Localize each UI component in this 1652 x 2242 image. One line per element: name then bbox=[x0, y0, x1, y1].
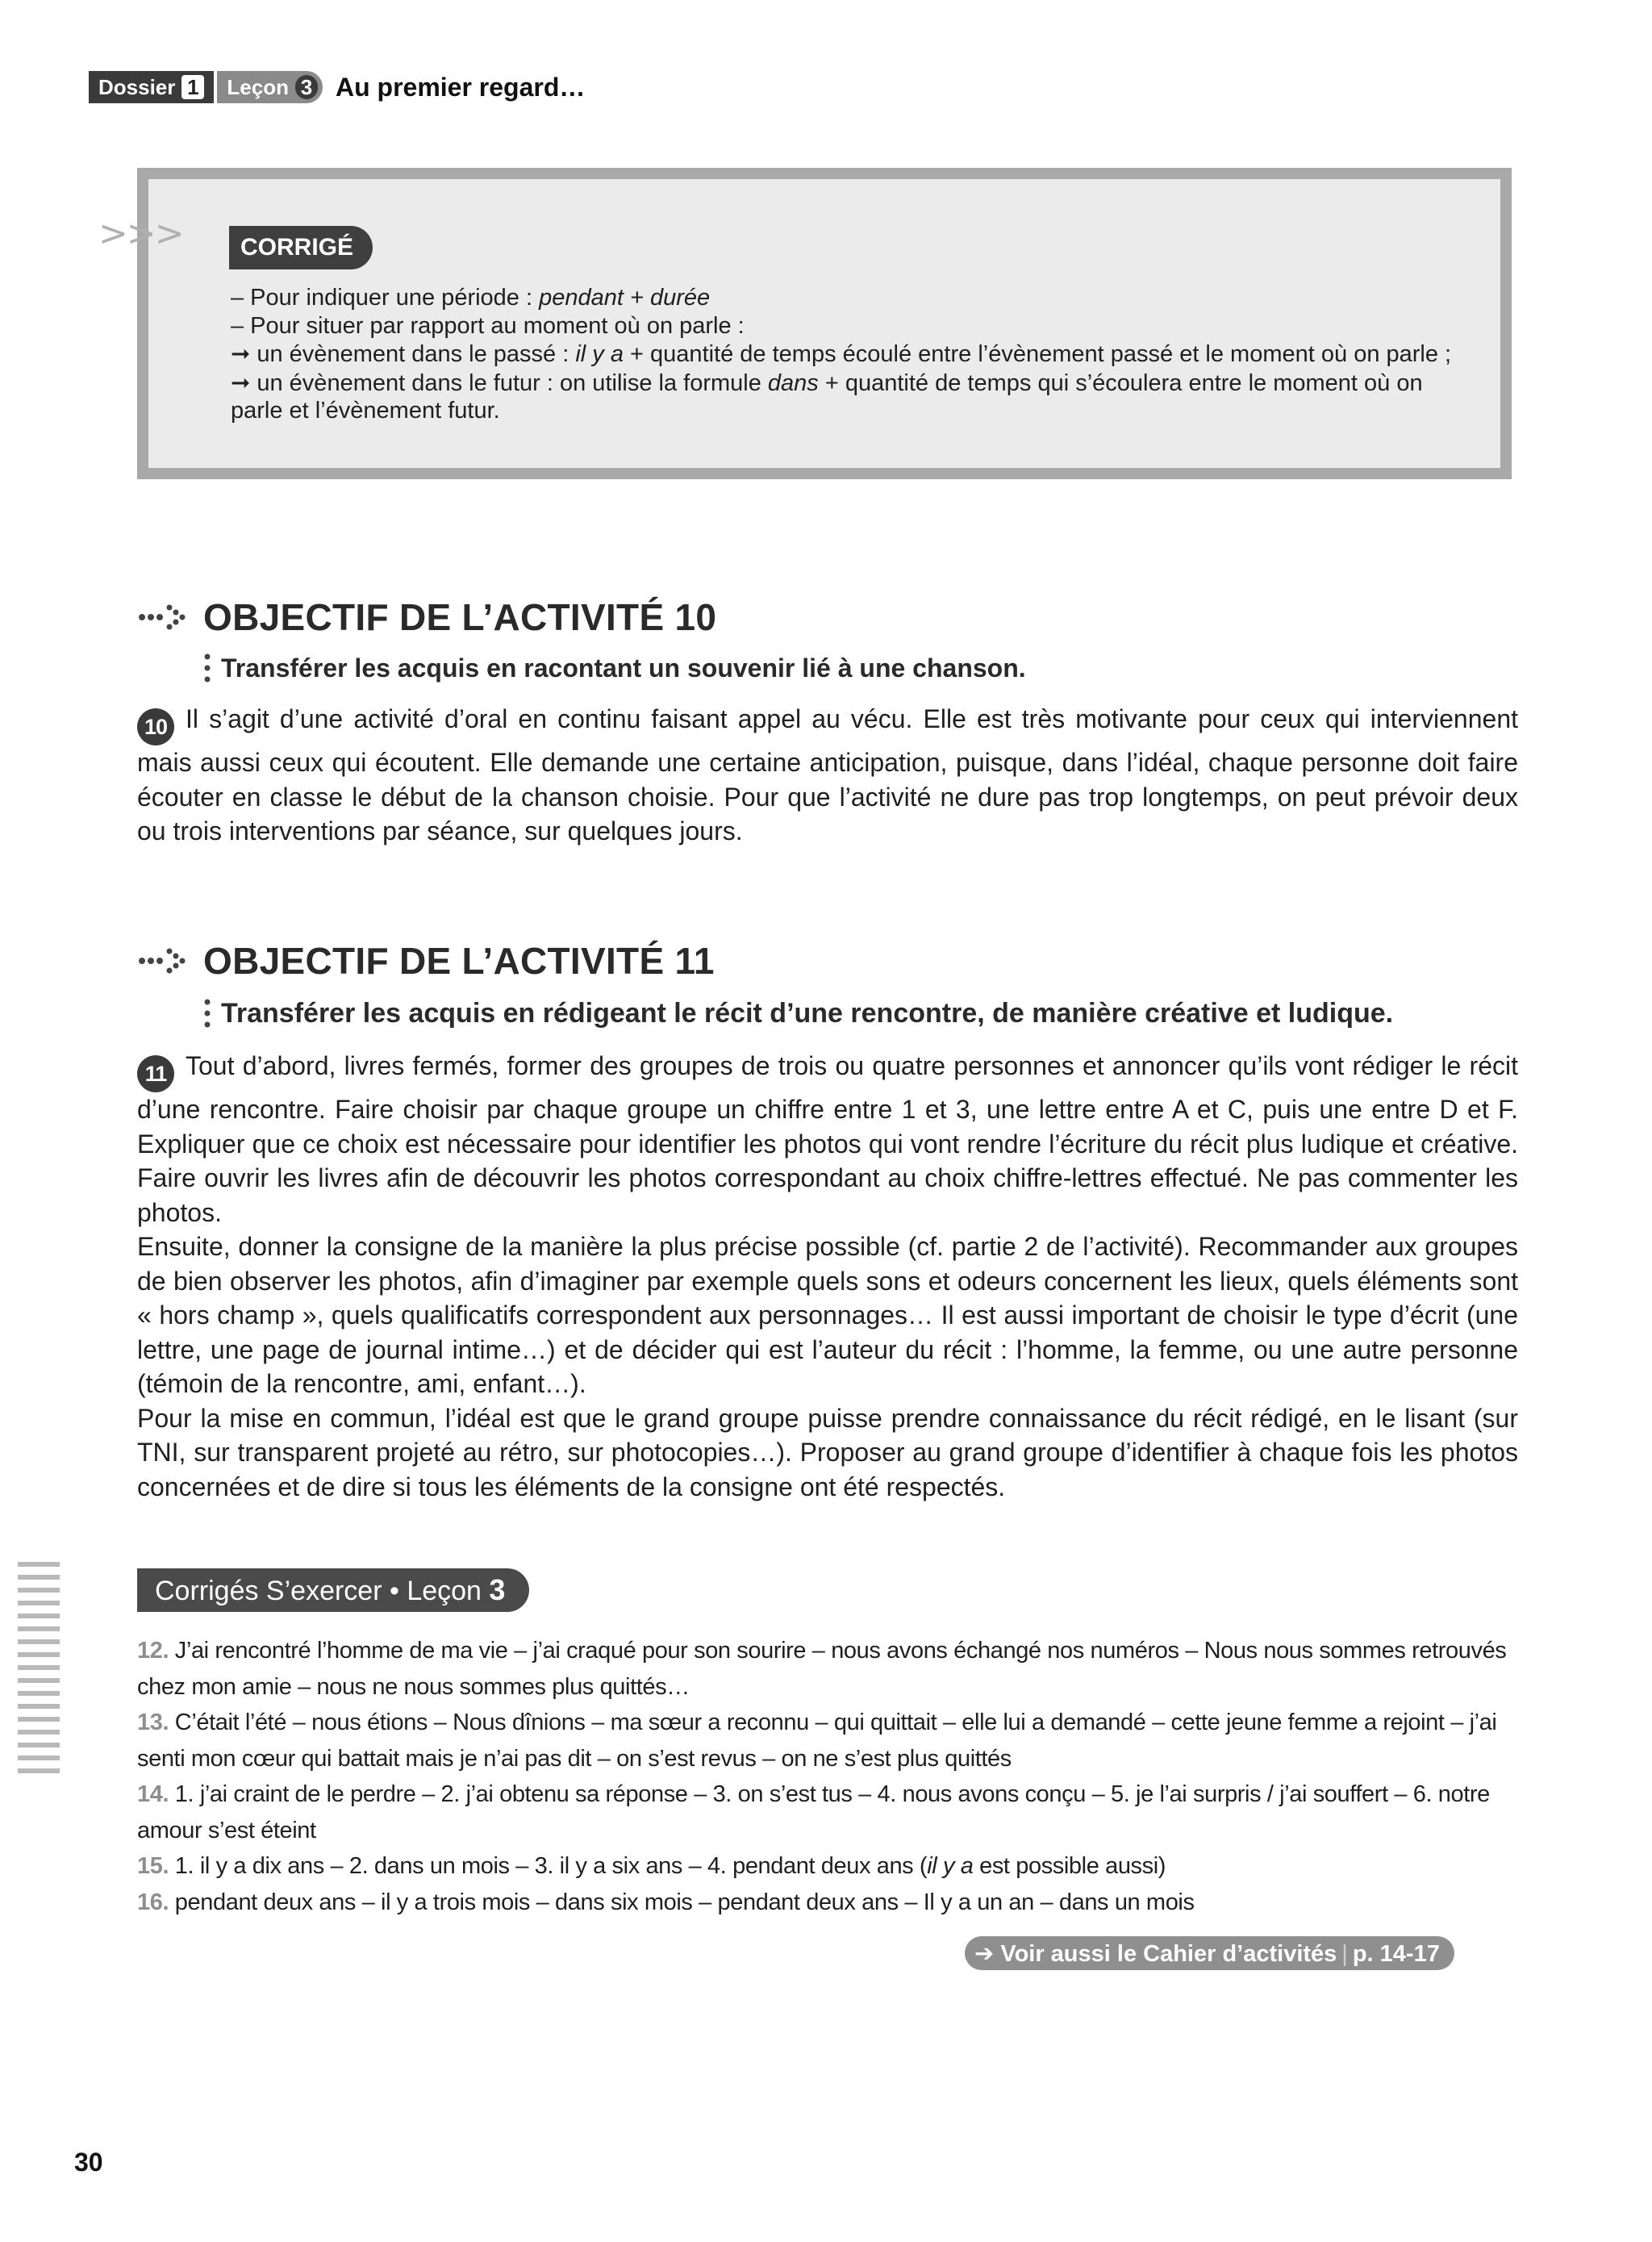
arrow-right-icon: ➞ bbox=[231, 368, 251, 396]
page-title: Au premier regard… bbox=[335, 72, 586, 102]
activity-11-para-2: Ensuite, donner la consigne de la manière la plus précise possible (cf. partie 2 de l’activité). Recommander aux groupes de bien observer les photos, afin d’imaginer par exemple quels sons et odeurs concernent les lieux, quels éléments sont « hors champ », quels qualificatifs correspondent aux personnages… Il est aussi important de choisir le type d’écrit (une lettre, une page de journal intime…) et de décider qui est l’auteur du récit : l’homme, la femme, ou une autre personne (témoin de la rencontre, ami, enfant…). bbox=[137, 1232, 1518, 1398]
activity-11-subtitle: Transférer les acquis en rédigeant le récit d’une rencontre, de manière créative et ludique. bbox=[221, 997, 1394, 1029]
activity-10-objective bbox=[203, 652, 1026, 684]
chevrons-icon: >>> bbox=[98, 213, 183, 254]
see-also-pages: p. 14-17 bbox=[1352, 1941, 1440, 1967]
activity-10-heading bbox=[137, 592, 716, 642]
activity-10-body bbox=[137, 702, 1518, 849]
list-item: 14. 1. j’ai craint de le perdre – 2. j’ai obtenu sa réponse – 3. on s’est tus – 4. nous avons conçu – 5. je l’ai surpris / j’ai souffert – 6. notre amour s’est éteint bbox=[137, 1781, 1490, 1843]
exercises-tag-label: Corrigés S’exercer • Leçon bbox=[155, 1576, 482, 1606]
dotted-arrow-icon bbox=[137, 945, 194, 977]
activity-11-title: OBJECTIF DE L’ACTIVITÉ 11 bbox=[203, 940, 715, 982]
page-header bbox=[89, 71, 585, 103]
dossier-label: Dossier bbox=[98, 74, 176, 99]
activity-11-heading bbox=[137, 936, 715, 986]
arrow-circle-right-icon: ➔ bbox=[974, 1939, 995, 1967]
dossier-number: 1 bbox=[181, 75, 204, 99]
activity-11-para-3: Pour la mise en commun, l’idéal est que le grand groupe puisse prendre connaissance du récit rédigé, en le lisant (sur TNI, sur transparent projeté au rétro, sur photocopies…). Proposer au grand groupe d’identifier à chaque fois les photos concernées et de dire si tous les éléments de la consigne ont été respectés. bbox=[137, 1403, 1518, 1501]
corrige-text bbox=[231, 284, 1457, 425]
see-also-separator: | bbox=[1341, 1941, 1348, 1967]
see-also-label: Voir aussi le Cahier d’activités bbox=[1000, 1941, 1337, 1967]
list-item: 16. pendant deux ans – il y a trois mois – dans six mois – pendant deux ans – Il y a un an – dans un mois bbox=[137, 1889, 1195, 1915]
see-also-link[interactable] bbox=[965, 1936, 1454, 1970]
lecon-label: Leçon bbox=[227, 74, 289, 99]
exercises-tag-number: 3 bbox=[489, 1573, 506, 1606]
list-item: 12. J’ai rencontré l’homme de ma vie – j’ai craqué pour son sourire – nous avons échangé nos numéros – Nous nous sommes retrouvés chez mon amie – nous ne nous sommes plus quittés… bbox=[137, 1638, 1507, 1700]
exercises-tag bbox=[137, 1568, 529, 1612]
activity-10-badge: 10 bbox=[137, 708, 174, 745]
activity-11-objective bbox=[203, 997, 1393, 1029]
lecon-label-box bbox=[217, 71, 323, 103]
list-item: 13. C’était l’été – nous étions – Nous dînions – ma sœur a reconnu – qui quittait – elle lui a demandé – cette jeune femme a rejoint – j’ai senti mon cœur qui battait mais je n’ai pas dit – on s’est revus – on ne s’est plus quittés bbox=[137, 1710, 1497, 1772]
corrige-line-4: ➞ un évènement dans le futur : on utilise la formule dans + quantité de temps qui s’écoulera entre le moment où on parle et l’évènement futur. bbox=[231, 368, 1423, 424]
list-item: 15. 1. il y a dix ans – 2. dans un mois – 3. il y a six ans – 4. pendant deux ans (il y a est possible aussi) bbox=[137, 1853, 1166, 1879]
corrige-tag: CORRIGÉ bbox=[229, 226, 373, 269]
margin-stripes bbox=[18, 1562, 60, 1781]
activity-10-title: OBJECTIF DE L’ACTIVITÉ 10 bbox=[203, 596, 717, 638]
lecon-number: 3 bbox=[295, 75, 318, 99]
arrow-right-icon: ➞ bbox=[231, 340, 251, 367]
activity-11-para-1: Tout d’abord, livres fermés, former des groupes de trois ou quatre personnes et annoncer qu’ils vont rédiger le récit d’une rencontre. Faire choisir par chaque groupe un chiffre entre 1 et 3, une lettre entre A et C, puis une entre D et F. Expliquer que ce choix est nécessaire pour identifier les photos qui vont rendre l’écriture du récit plus ludique et créative. Faire ouvrir les livres afin de découvrir les photos correspondant au choix chiffre-lettres effectué. Ne pas commenter les photos. bbox=[137, 1051, 1518, 1227]
activity-11-badge: 11 bbox=[137, 1055, 174, 1092]
vertical-dots-icon bbox=[203, 652, 211, 684]
dossier-label-box bbox=[89, 71, 214, 103]
activity-10-subtitle: Transférer les acquis en racontant un souvenir lié à une chanson. bbox=[221, 653, 1026, 683]
corrige-line-3: ➞ un évènement dans le passé : il y a + quantité de temps écoulé entre l’évènement passé et le moment où on parle ; bbox=[231, 340, 1452, 367]
exercises-list bbox=[137, 1633, 1525, 1920]
dotted-arrow-icon bbox=[137, 601, 194, 633]
page-number: 30 bbox=[74, 2148, 103, 2177]
corrige-line-2: – Pour situer par rapport au moment où on parle : bbox=[231, 312, 745, 339]
corrige-line-1: – Pour indiquer une période : pendant + durée bbox=[231, 285, 711, 311]
vertical-dots-icon bbox=[203, 997, 211, 1029]
activity-10-text: Il s’agit d’une activité d’oral en continu faisant appel au vécu. Elle est très motivante pour ceux qui interviennent mais aussi ceux qui écoutent. Elle demande une certaine anticipation, puisque, dans l’idéal, chaque personne doit faire écouter en classe le début de la chanson choisie. Pour que l’activité ne dure pas trop longtemps, on peut prévoir deux ou trois interventions par séance, sur quelques jours. bbox=[137, 704, 1518, 845]
activity-11-body bbox=[137, 1049, 1518, 1504]
